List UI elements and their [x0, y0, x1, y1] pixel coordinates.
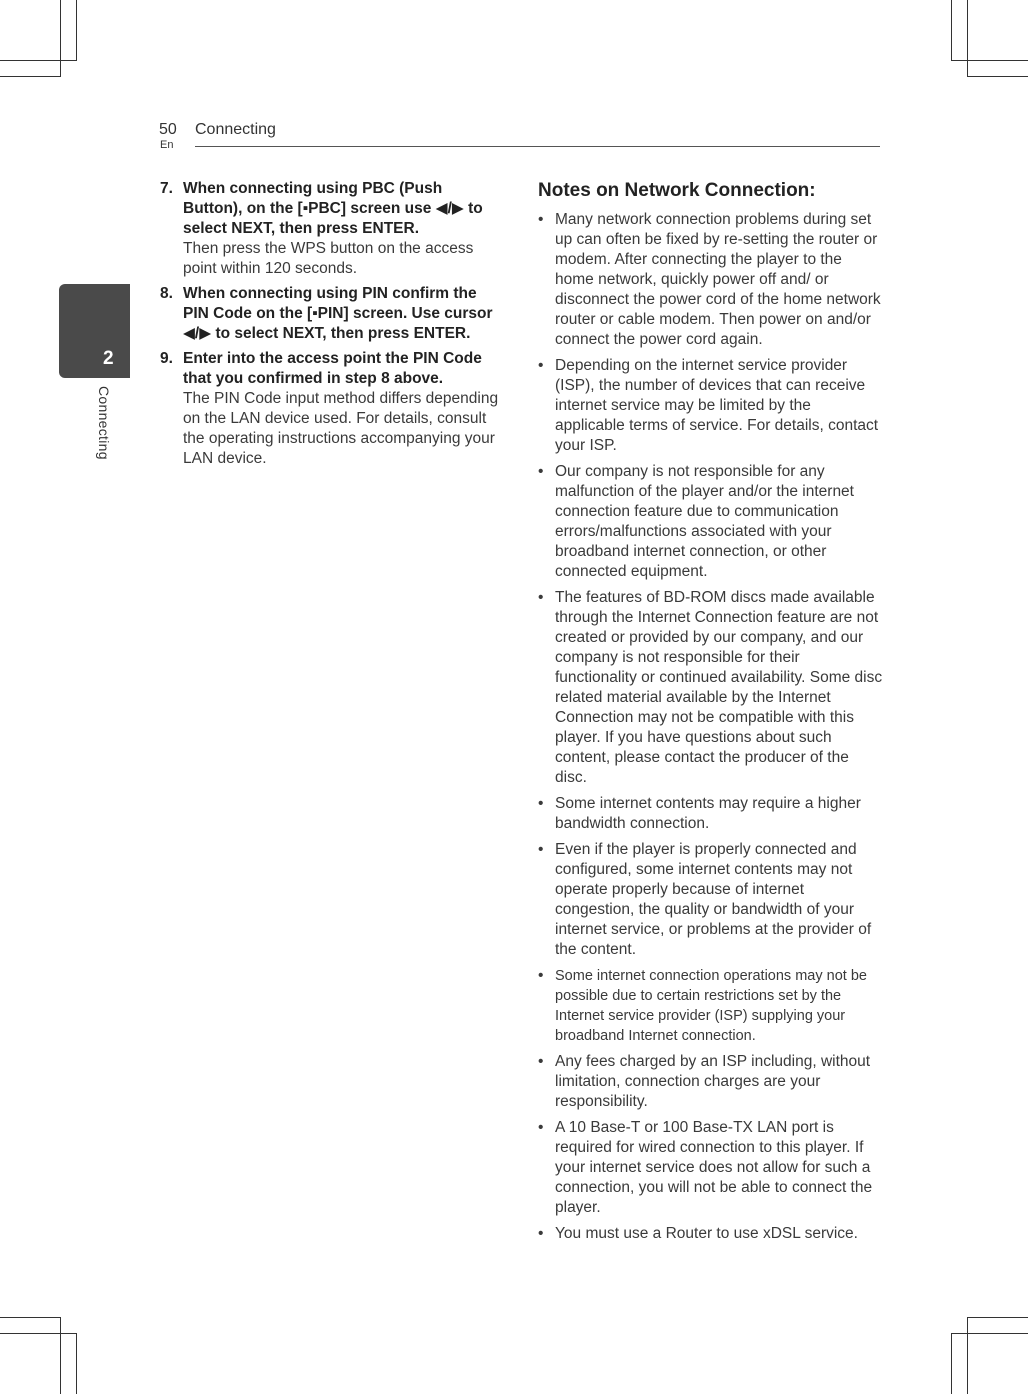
note-text: Any fees charged by an ISP including, without limitation, connection charges are your responsibility.: [555, 1053, 871, 1110]
step-title: When connecting using PBC (Push Button), on the [▪PBC] screen use ◀/▶ to select NEXT, then press ENTER.: [183, 180, 483, 237]
note-text: You must use a Router to use xDSL service.: [555, 1225, 858, 1242]
list-item: [538, 966, 883, 1046]
page-number: 50: [159, 121, 177, 138]
header-divider: [195, 146, 880, 147]
bullet: •: [538, 211, 544, 228]
note-text: Some internet contents may require a higher bandwidth connection.: [555, 795, 861, 832]
steps-column: [160, 179, 505, 474]
list-item: [538, 794, 883, 834]
list-item: [538, 1224, 883, 1244]
notes-column: [538, 178, 883, 1250]
step-title: When connecting using PIN confirm the PIN Code on the [▪PIN] screen. Use cursor ◀/▶ to select NEXT, then press ENTER.: [183, 285, 493, 342]
note-text: Some internet connection operations may not be possible due to certain restrictions set by the Internet service provider (ISP) supplying your broadband Internet connection.: [555, 968, 867, 1044]
bullet: •: [538, 1119, 544, 1136]
step-title: Enter into the access point the PIN Code that you confirmed in step 8 above.: [183, 350, 482, 387]
list-item: [538, 588, 883, 788]
bullet: •: [538, 357, 544, 374]
step-item: [160, 179, 505, 279]
note-text: The features of BD-ROM discs made available through the Internet Connection feature are not created or provided by our company, and our company is not responsible for their functionality or continued availability. Some disc related material available by the Internet Connection may not be compatible with this player. If you have questions about such content, please contact the producer of the disc.: [555, 589, 883, 786]
list-item: [538, 356, 883, 456]
list-item: [538, 1052, 883, 1112]
step-item: [160, 284, 505, 344]
chapter-tab: [59, 284, 130, 378]
note-text: Many network connection problems during set up can often be fixed by re-setting the router or modem. After connecting the player to the home network, quickly power off and/ or disconnect the power cord of the home network router or cable modem. Then power on and/or connect the power cord again.: [555, 211, 881, 348]
bullet: •: [538, 841, 544, 858]
list-item: [538, 840, 883, 960]
note-text: A 10 Base-T or 100 Base-TX LAN port is required for wired connection to this player. If your internet service does not allow for such a connection, you will not be able to connect the player.: [555, 1119, 873, 1216]
bullet: •: [538, 1053, 544, 1070]
language-code: En: [160, 139, 174, 151]
note-text: Depending on the internet service provider (ISP), the number of devices that can receive internet service may be limited by the applicable terms of service. For details, contact your ISP.: [555, 357, 879, 454]
step-body: The PIN Code input method differs depending on the LAN device used. For details, consult the operating instructions accompanying your LAN device.: [183, 390, 499, 467]
section-title: Connecting: [195, 121, 276, 138]
notes-list: [538, 210, 883, 1244]
note-text: Even if the player is properly connected and configured, some internet contents may not operate properly because of internet congestion, the quality or bandwidth of your internet service, or problems at the provider of the content.: [555, 841, 872, 958]
step-item: [160, 349, 505, 469]
step-number: 9.: [160, 350, 173, 367]
bullet: •: [538, 589, 544, 606]
list-item: [538, 1118, 883, 1218]
step-body: Then press the WPS button on the access point within 120 seconds.: [183, 240, 474, 277]
bullet: •: [538, 795, 544, 812]
note-text: Our company is not responsible for any malfunction of the player and/or the internet connection feature due to communication errors/malfunctions associated with your broadband internet connection, or other connected equipment.: [555, 463, 854, 580]
bullet: •: [538, 967, 544, 984]
list-item: [538, 462, 883, 582]
step-number: 7.: [160, 180, 173, 197]
chapter-number: 2: [103, 348, 114, 369]
step-number: 8.: [160, 285, 173, 302]
list-item: [538, 210, 883, 350]
notes-heading: Notes on Network Connection:: [538, 180, 816, 201]
bullet: •: [538, 463, 544, 480]
chapter-label: Connecting: [96, 386, 112, 460]
bullet: •: [538, 1225, 544, 1242]
